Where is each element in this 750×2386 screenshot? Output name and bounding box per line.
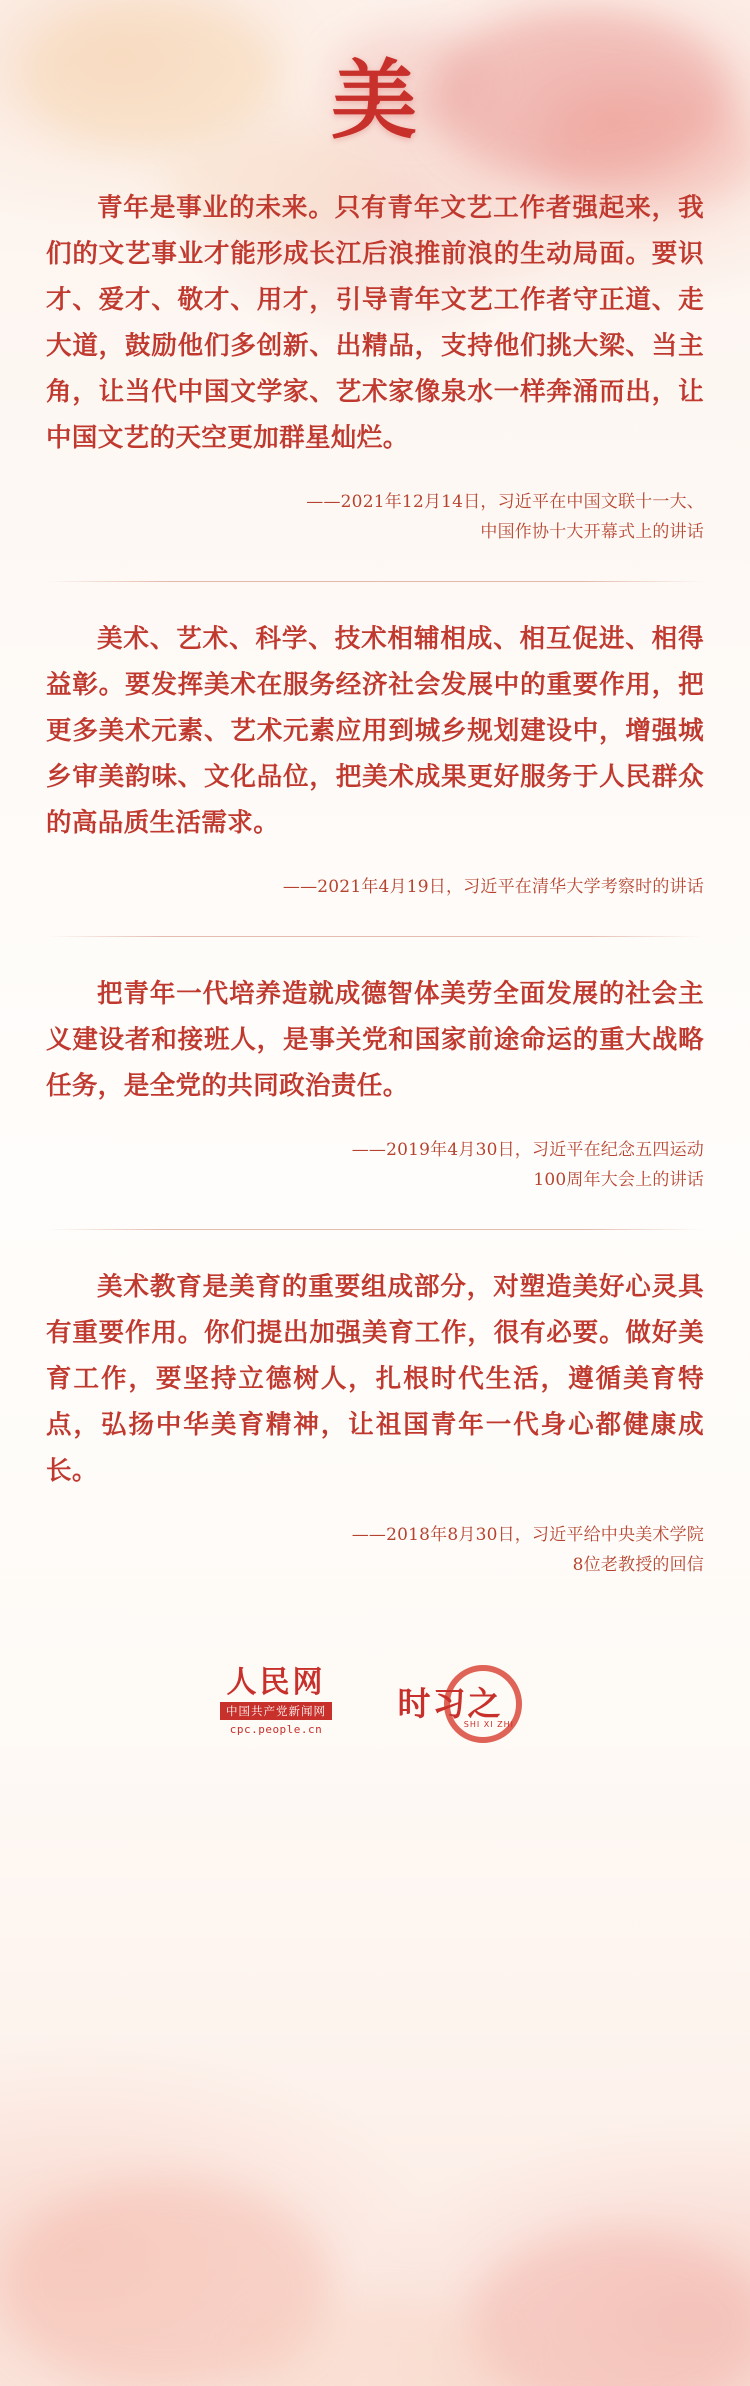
decorative-blob bbox=[240, 2300, 520, 2386]
quote-source-line: 中国作协十大开幕式上的讲话 bbox=[480, 522, 704, 542]
quote-source-line: ——2021年4月19日，习近平在清华大学考察时的讲话 bbox=[282, 877, 704, 897]
quote-source bbox=[46, 487, 704, 547]
quote-source-line: ——2019年4月30日，习近平在纪念五四运动 bbox=[351, 1140, 704, 1160]
quote-source bbox=[46, 1135, 704, 1195]
section-divider bbox=[46, 581, 704, 582]
hero-character: 美 bbox=[331, 49, 419, 151]
quote-block bbox=[46, 1264, 704, 1580]
quote-block bbox=[46, 616, 704, 902]
quote-source-line: ——2021年12月14日，习近平在中国文联十一大、 bbox=[306, 492, 704, 512]
quote-text: 把青年一代培养造就成德智体美劳全面发展的社会主义建设者和接班人，是事关党和国家前途命运的重大战略任务，是全党的共同政治责任。 bbox=[46, 979, 704, 1101]
people-cn-url: cpc.people.cn bbox=[229, 1722, 323, 1736]
quote-source-line: ——2018年8月30日，习近平给中央美术学院 bbox=[351, 1525, 704, 1545]
shixizhi-text: 时习之 bbox=[397, 1683, 503, 1723]
quote-source bbox=[46, 1520, 704, 1580]
shixizhi-logo[interactable] bbox=[380, 1663, 530, 1739]
quote-list bbox=[0, 185, 750, 1776]
decorative-blob bbox=[0, 2180, 330, 2386]
section-divider bbox=[46, 936, 704, 937]
decorative-blob bbox=[470, 2230, 750, 2386]
section-divider bbox=[46, 1229, 704, 1230]
quote-source bbox=[46, 872, 704, 902]
people-cn-name: 人民网 bbox=[226, 1664, 326, 1700]
quote-source-line: 8位老教授的回信 bbox=[572, 1555, 704, 1575]
footer-logos bbox=[46, 1626, 704, 1776]
quote-block bbox=[46, 185, 704, 547]
people-cn-subtitle: 中国共产党新闻网 bbox=[220, 1702, 332, 1720]
quote-text: 美术、艺术、科学、技术相辅相成、相互促进、相得益彰。要发挥美术在服务经济社会发展中的重要作用，把更多美术元素、艺术元素应用到城乡规划建设中，增强城乡审美韵味、文化品位，把美术成果更好服务于人民群众的高品质生活需求。 bbox=[46, 624, 704, 838]
quote-source-line: 100周年大会上的讲话 bbox=[533, 1170, 704, 1190]
quote-text: 青年是事业的未来。只有青年文艺工作者强起来，我们的文艺事业才能形成长江后浪推前浪的生动局面。要识才、爱才、敬才、用才，引导青年文艺工作者守正道、走大道，鼓励他们多创新、出精品，支持他们挑大梁、当主角，让当代中国文学家、艺术家像泉水一样奔涌而出，让中国文艺的天空更加群星灿烂。 bbox=[46, 193, 704, 453]
quote-text: 美术教育是美育的重要组成部分，对塑造美好心灵具有重要作用。你们提出加强美育工作，很有必要。做好美育工作，要坚持立德树人，扎根时代生活，遵循美育特点，弘扬中华美育精神，让祖国青年一代身心都健康成长。 bbox=[46, 1272, 704, 1486]
quote-block bbox=[46, 971, 704, 1195]
shixizhi-pinyin: SHI XI ZHI bbox=[463, 1720, 514, 1729]
people-cn-logo[interactable] bbox=[220, 1664, 332, 1736]
hero-header bbox=[0, 0, 750, 185]
